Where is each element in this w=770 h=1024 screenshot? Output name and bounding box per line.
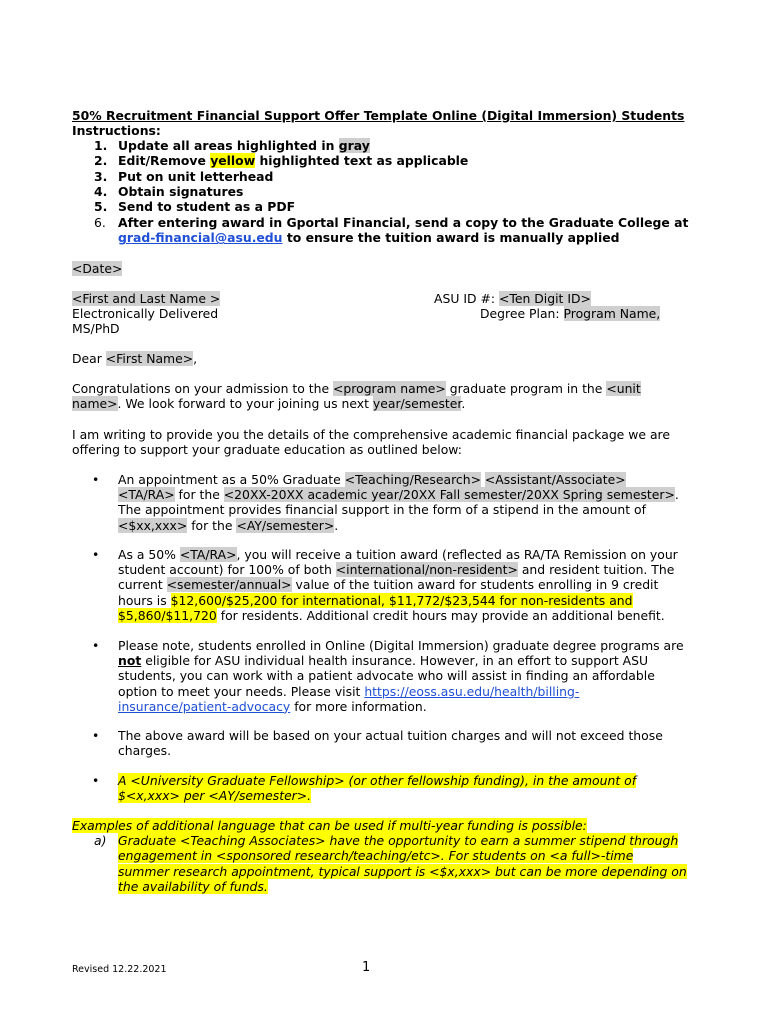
degree-level: MS/PhD [72,321,120,337]
bullet-health-insurance: • Please note, students enrolled in Online (Digital Immersion) graduate degree programs are not eligible for ASU individual health insurance. However, in an effort to support ASU students, you can work with a patient advocate who will assist in finding an affordable option to meet your needs. Please visit https://eoss.asu.edu/health/billing- insurance/patient-advocacy for more information. [92,638,684,714]
date-placeholder: <Date> [72,261,123,276]
recipient-address [72,291,402,337]
page-number: 1 [362,960,371,975]
student-ids [434,291,684,321]
bullet-tuition-award: • As a 50% <TA/RA>, you will receive a tuition award (reflected as RA/TA Remission on your student account) for 100% of both <international/non-resident> and resident tuition. The current <semester/annual> value of the tuition award for students enrolling in 9 credit hours is $12,600/$25,200 for international, $11,772/$23,544 for non-residents and $5,860/$11,720 for residents. Additional credit hours may provide an additional benefit. [92,547,678,623]
bullet-icon: • [92,773,100,788]
revised-date: Revised 12.22.2021 [72,964,167,975]
patient-advocacy-link-cont[interactable]: insurance/patient-advocacy [118,698,291,714]
instruction-item: 4. Obtain signatures [94,183,244,199]
instruction-item: 5. Send to student as a PDF [94,199,296,215]
bullet-icon: • [92,547,100,562]
asu-id-line: ASU ID #: <Ten Digit ID> [434,291,591,306]
patient-advocacy-link[interactable]: https://eoss.asu.edu/health/billing- [364,683,580,699]
bullet-award-limit: • The above award will be based on your actual tuition charges and will not exceed those charges. [92,728,663,759]
instruction-item: 2. Edit/Remove yellow highlighted text as applicable [94,153,469,169]
bullet-icon: • [92,638,100,653]
instruction-item: 1. Update all areas highlighted in gray [94,138,370,154]
intro-paragraph: I am writing to provide you the details of the comprehensive academic financial package we are offering to support your graduate education as outlined below: [72,427,670,458]
instruction-item-cont: grad-financial@asu.edu to ensure the tuition award is manually applied [118,230,620,246]
degree-plan-line: Degree Plan: Program Name, [480,306,661,322]
bullet-icon: • [92,728,100,743]
grad-financial-email-link[interactable]: grad-financial@asu.edu [118,230,283,246]
congrats-paragraph: Congratulations on your admission to the <program name> graduate program in the <unit name>. We look forward to your joining us next year/semester. [72,381,641,412]
date-line [72,261,702,276]
multi-year-heading: Examples of additional language that can be used if multi-year funding is possible: [72,818,587,833]
instruction-item: 6. After entering award in Gportal Financial, send a copy to the Graduate College at [94,215,689,231]
bullet-icon: • [92,472,100,487]
recipient-name: <First and Last Name > [72,291,221,306]
delivery-method: Electronically Delivered [72,306,219,322]
salutation: Dear <First Name>, [72,351,198,366]
instruction-item: 3. Put on unit letterhead [94,168,274,184]
document-title: 50% Recruitment Financial Support Offer Template Online (Digital Immersion) Students [72,108,685,123]
instructions-heading: Instructions: [72,123,161,138]
multi-year-section: Examples of additional language that can be used if multi-year funding is possible: a) Graduate <Teaching Associates> have the opportunity to earn a summer stipend through engagement in <sponsored research/teaching/etc>. For students on <a full>-time summer research appointment, typical support is <$x,xxx> but can be more depending on the availability of funds. [72,818,687,894]
bullet-appointment: • An appointment as a 50% Graduate <Teaching/Research> <Assistant/Associate> <TA/RA> for the <20XX-20XX academic year/20XX Fall semester/20XX Spring semester>. The appointment provides financial support in the form of a stipend in the amount of <$xx,xxx> for the <AY/semester>. [92,472,679,533]
bullet-fellowship: • A <University Graduate Fellowship> (or other fellowship funding), in the amount of $<x,xxx> per <AY/semester>. [92,773,637,804]
instructions-block [72,123,702,246]
